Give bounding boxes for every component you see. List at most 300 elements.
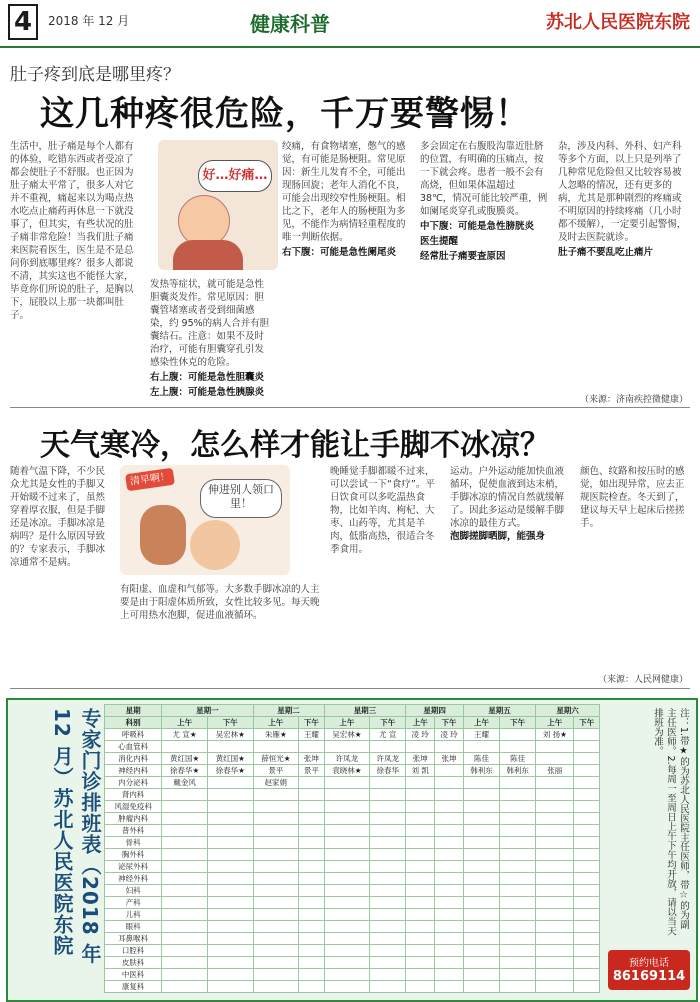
page-header (0, 0, 700, 48)
table-cell (370, 813, 406, 825)
table-cell (299, 945, 324, 957)
table-cell (162, 813, 208, 825)
table-cell: 内分泌科 (105, 777, 162, 789)
table-cell (574, 837, 600, 849)
table-cell (370, 897, 406, 909)
table-cell: 尤 宣 (370, 729, 406, 741)
table-cell (299, 825, 324, 837)
table-cell: 景平 (253, 765, 299, 777)
table-cell (435, 837, 464, 849)
table-cell: 上午 (406, 717, 435, 729)
table-cell (406, 957, 435, 969)
table-cell (324, 849, 370, 861)
table-cell (406, 837, 435, 849)
table-cell (299, 861, 324, 873)
table-cell (207, 813, 253, 825)
table-cell (324, 873, 370, 885)
table-cell: 刘 凯 (406, 765, 435, 777)
table-cell (324, 837, 370, 849)
table-cell (406, 849, 435, 861)
schedule-table (104, 704, 600, 993)
table-cell (207, 957, 253, 969)
table-cell: 朱雁★ (253, 729, 299, 741)
table-cell: 肿瘤内科 (105, 813, 162, 825)
table-cell (500, 837, 536, 849)
table-cell: 星期二 (253, 705, 324, 717)
table-cell (500, 729, 536, 741)
column-title: 健康科普 (250, 12, 330, 36)
subhead-check-cause: 经常肚子痛要查原因 (420, 251, 506, 262)
table-cell (162, 789, 208, 801)
table-cell (299, 981, 324, 993)
table-cell (500, 777, 536, 789)
table-cell (536, 921, 574, 933)
table-row (105, 741, 600, 753)
table-cell (406, 861, 435, 873)
article2-col5: 颜色、纹路和按压时的感觉，如出现异常，应去正规医院检查。冬天到了，建议每天早上起床后搓搓手。 (580, 466, 685, 529)
table-cell (463, 969, 499, 981)
table-cell (253, 897, 299, 909)
table-cell (574, 801, 600, 813)
paper-name: 苏北人民医院东院 (546, 12, 690, 33)
article1-source: （来源：济南疾控微健康） (579, 395, 688, 405)
table-cell: 产科 (105, 897, 162, 909)
table-cell (406, 777, 435, 789)
table-cell: 肾内科 (105, 789, 162, 801)
table-cell (536, 789, 574, 801)
table-cell (500, 885, 536, 897)
table-cell: 徐春华★ (207, 765, 253, 777)
issue-date: 2018 年 12 月 (48, 14, 130, 28)
table-row (105, 729, 600, 741)
table-cell (324, 813, 370, 825)
table-cell (435, 789, 464, 801)
table-cell: 许凤龙 (324, 753, 370, 765)
table-cell (207, 849, 253, 861)
table-cell (370, 777, 406, 789)
table-cell: 胸外科 (105, 849, 162, 861)
table-cell (324, 945, 370, 957)
table-cell: 上午 (162, 717, 208, 729)
table-cell (253, 909, 299, 921)
table-cell (207, 945, 253, 957)
table-cell: 耳鼻喉科 (105, 933, 162, 945)
table-cell (207, 897, 253, 909)
table-cell: 王耀 (299, 729, 324, 741)
article1-body (10, 140, 690, 398)
table-cell: 王耀 (463, 729, 499, 741)
table-cell: 康复科 (105, 981, 162, 993)
table-cell (463, 957, 499, 969)
table-cell: 下午 (207, 717, 253, 729)
table-cell (536, 969, 574, 981)
article2-source: （来源：人民网健康） (597, 675, 688, 685)
subhead-right-upper: 右上腹：可能是急性胆囊炎 (150, 372, 265, 383)
table-cell (162, 921, 208, 933)
table-cell (299, 969, 324, 981)
table-cell: 下午 (299, 717, 324, 729)
table-cell (536, 861, 574, 873)
table-cell: 下午 (435, 717, 464, 729)
table-cell (253, 849, 299, 861)
article2-col4: 运动。户外运动能加快血液循环，促使血液到达末梢，手脚冰凉的情况自然就缓解了。因此多运动是缓解手脚冰凉的最佳方式。 (450, 466, 565, 529)
table-cell (463, 909, 499, 921)
table-cell (536, 873, 574, 885)
table-cell (406, 945, 435, 957)
table-cell: 吴宏林★ (207, 729, 253, 741)
article1-kicker: 肚子疼到底是哪里疼？ (10, 65, 180, 85)
table-cell: 凌 玲 (406, 729, 435, 741)
table-cell (435, 801, 464, 813)
table-cell (370, 849, 406, 861)
clinic-schedule (6, 698, 698, 1002)
table-cell (536, 945, 574, 957)
article2-col3: 晚睡觉手脚都暖不过来，可以尝试一下“食疗”。平日饮食可以多吃温热食物，比如羊肉、枸杞、大枣、山药等，尤其是羊肉，低脂高热，很适合冬季食用。 (330, 466, 435, 555)
table-cell: 张坤 (406, 753, 435, 765)
table-cell: 神经外科 (105, 873, 162, 885)
table-cell (574, 909, 600, 921)
phone-label: 预约电话 (629, 958, 669, 969)
table-cell (299, 789, 324, 801)
table-cell (324, 825, 370, 837)
table-cell: 中医科 (105, 969, 162, 981)
table-cell (435, 909, 464, 921)
table-cell (435, 813, 464, 825)
divider (10, 407, 690, 408)
table-cell: 皮肤科 (105, 957, 162, 969)
table-cell (253, 741, 299, 753)
table-cell (574, 813, 600, 825)
table-cell (435, 969, 464, 981)
table-cell (406, 813, 435, 825)
table-cell (536, 801, 574, 813)
table-cell (574, 789, 600, 801)
table-cell (162, 741, 208, 753)
table-cell (406, 969, 435, 981)
table-cell (435, 945, 464, 957)
table-row (105, 945, 600, 957)
table-cell: 下午 (574, 717, 600, 729)
table-cell (370, 873, 406, 885)
subhead-footbath: 泡脚搓脚晒脚，能强身 (450, 531, 546, 542)
table-cell: 张丽 (536, 765, 574, 777)
speech-bubble: 好…好痛… (198, 160, 272, 192)
table-cell (253, 861, 299, 873)
table-row (105, 957, 600, 969)
table-cell (574, 981, 600, 993)
table-cell (500, 813, 536, 825)
table-cell (370, 825, 406, 837)
table-cell: 星期四 (406, 705, 464, 717)
table-cell (435, 885, 464, 897)
table-cell: 徐春华 (370, 765, 406, 777)
article1-title: 这几种疼很危险，千万要警惕！ (40, 94, 530, 134)
table-cell: 星期三 (324, 705, 406, 717)
table-cell (324, 861, 370, 873)
table-cell (435, 873, 464, 885)
table-row (105, 921, 600, 933)
table-cell (435, 933, 464, 945)
table-cell: 消化内科 (105, 753, 162, 765)
table-cell (370, 885, 406, 897)
table-cell (536, 957, 574, 969)
article1-col5: 杂，涉及内科、外科、妇产科等多个方面，以上只是列举了几种常见危险但又比较容易被人忽略的情况，还有更多的病，尤其是那种剧烈的疼痛或不明原因的持续疼痛（几小时都不缓解），一定要引起警惕，及时去医院就诊。 (558, 141, 687, 243)
table-cell (574, 849, 600, 861)
table-cell: 张坤 (299, 753, 324, 765)
table-cell (370, 921, 406, 933)
table-cell (162, 825, 208, 837)
table-cell: 上午 (253, 717, 299, 729)
table-cell: 神经内科 (105, 765, 162, 777)
table-cell (463, 813, 499, 825)
subhead-doctor-reminder: 医生提醒 (420, 236, 459, 247)
table-cell (463, 873, 499, 885)
cold-hands-illustration (120, 465, 290, 575)
table-cell: 景平 (299, 765, 324, 777)
table-cell (536, 837, 574, 849)
table-cell (500, 873, 536, 885)
table-cell (463, 801, 499, 813)
table-cell (370, 837, 406, 849)
table-cell (207, 909, 253, 921)
table-row (105, 873, 600, 885)
table-cell (435, 825, 464, 837)
table-cell (574, 933, 600, 945)
table-cell: 星期六 (536, 705, 600, 717)
table-row (105, 765, 600, 777)
table-cell: 眼科 (105, 921, 162, 933)
phone-number: 86169114 (612, 969, 686, 984)
table-cell (324, 933, 370, 945)
table-cell: 星期一 (162, 705, 253, 717)
table-cell (162, 969, 208, 981)
table-cell (536, 885, 574, 897)
table-cell (574, 753, 600, 765)
table-cell (253, 813, 299, 825)
table-cell (500, 909, 536, 921)
page-number: 4 (8, 4, 38, 40)
article1-col3: 绞痛，有食物堵塞，憋气的感觉，有可能是肠梗阻。常见原因：新生儿发育不全，可能出现肠回旋；老年人消化不良，可能会出现绞窄性肠梗阻。相比之下，老年人的肠梗阻为多见，不能作为病情轻重程度的唯一判断依据。 (282, 141, 406, 243)
table-cell: 星期五 (463, 705, 535, 717)
table-cell (406, 825, 435, 837)
table-cell (536, 897, 574, 909)
table-cell: 许凤龙 (370, 753, 406, 765)
table-row (105, 705, 600, 717)
divider (10, 688, 690, 689)
table-cell (299, 837, 324, 849)
table-cell (500, 957, 536, 969)
table-cell (253, 921, 299, 933)
schedule-title: 专家门诊排班表（2018 年 12 月）苏北人民医院东院 (50, 708, 102, 965)
table-cell (162, 981, 208, 993)
table-cell (406, 789, 435, 801)
table-cell (574, 969, 600, 981)
table-cell (324, 921, 370, 933)
article2-body (10, 465, 690, 685)
table-cell (324, 885, 370, 897)
table-cell (463, 777, 499, 789)
table-cell (536, 777, 574, 789)
table-cell (207, 981, 253, 993)
table-cell (324, 801, 370, 813)
table-cell (207, 933, 253, 945)
table-cell (299, 957, 324, 969)
table-cell (406, 801, 435, 813)
speech-bubble-2: 伸进别人领口里！ (200, 479, 282, 518)
table-cell (406, 933, 435, 945)
booking-phone (608, 950, 690, 990)
table-cell: 下午 (500, 717, 536, 729)
table-cell (207, 777, 253, 789)
table-cell: 科别 (105, 717, 162, 729)
badge-label: 清早啊！ (125, 468, 175, 492)
table-cell (435, 981, 464, 993)
table-cell: 上午 (463, 717, 499, 729)
table-cell (299, 897, 324, 909)
table-cell (574, 825, 600, 837)
table-cell (253, 981, 299, 993)
table-cell (463, 885, 499, 897)
table-cell (162, 957, 208, 969)
table-cell (162, 885, 208, 897)
table-row (105, 909, 600, 921)
table-cell (253, 957, 299, 969)
table-cell: 黄红国★ (207, 753, 253, 765)
table-cell (324, 957, 370, 969)
table-cell (406, 741, 435, 753)
table-cell (370, 909, 406, 921)
table-cell (500, 741, 536, 753)
table-cell (253, 837, 299, 849)
table-cell (253, 933, 299, 945)
table-cell (500, 981, 536, 993)
table-cell (406, 921, 435, 933)
table-row (105, 981, 600, 993)
table-cell: 骨科 (105, 837, 162, 849)
table-row (105, 717, 600, 729)
table-cell (370, 945, 406, 957)
table-cell (253, 825, 299, 837)
table-cell (536, 741, 574, 753)
table-cell (162, 897, 208, 909)
table-row (105, 789, 600, 801)
table-cell (536, 813, 574, 825)
table-cell: 吴宏林★ (324, 729, 370, 741)
table-cell: 星期 (105, 705, 162, 717)
table-cell (299, 813, 324, 825)
table-cell (207, 825, 253, 837)
table-cell (207, 921, 253, 933)
table-cell (574, 861, 600, 873)
table-cell (299, 933, 324, 945)
table-cell (253, 885, 299, 897)
table-cell (162, 933, 208, 945)
table-cell (207, 789, 253, 801)
table-cell: 下午 (370, 717, 406, 729)
table-cell: 上午 (324, 717, 370, 729)
table-cell: 徐春华★ (162, 765, 208, 777)
table-cell (536, 849, 574, 861)
table-cell (536, 825, 574, 837)
table-cell (162, 801, 208, 813)
table-cell: 黄红国★ (162, 753, 208, 765)
table-cell: 韩利东 (500, 765, 536, 777)
table-cell (299, 885, 324, 897)
table-cell (207, 969, 253, 981)
table-row (105, 933, 600, 945)
article2-col2: 有阳虚、血虚和气郁等。大多数手脚冰凉的人主要是由于阳虚体质所致，女性比较多见。每天晚上可用热水泡脚，促进血液循环。 (120, 584, 320, 621)
table-row (105, 897, 600, 909)
table-row (105, 969, 600, 981)
article1-col1: 生活中，肚子痛是每个人都有的体验，吃错东西或者受凉了都会使肚子不舒服。也正因为肚子痛太平常了，很多人对它并不重视，痛起来以为喝点热水吃点止痛药再休息一下就没事了，但其实，有些状况的肚子痛非常危险！当我们肚子痛来医院看医生，医生是不是总问你到底哪里疼？很多人都说不清，其实这也不能怪大家，毕竟你们所说的肚子，是胸以下，屁股以上那一块都叫肚子。 (10, 141, 134, 321)
table-cell: 凌 玲 (435, 729, 464, 741)
table-row (105, 885, 600, 897)
table-cell (500, 801, 536, 813)
table-cell (536, 933, 574, 945)
subhead-mid-lower: 中下腹：可能是急性膀胱炎 (420, 221, 535, 232)
table-cell (299, 849, 324, 861)
table-cell: 口腔科 (105, 945, 162, 957)
table-row (105, 777, 600, 789)
table-cell (435, 897, 464, 909)
table-cell (435, 777, 464, 789)
table-row (105, 801, 600, 813)
table-cell: 普外科 (105, 825, 162, 837)
table-cell: 陈佳 (500, 753, 536, 765)
table-cell (406, 885, 435, 897)
table-cell (370, 789, 406, 801)
table-cell (500, 969, 536, 981)
table-row (105, 813, 600, 825)
table-cell (574, 945, 600, 957)
table-cell (435, 861, 464, 873)
table-cell: 上午 (536, 717, 574, 729)
table-cell: 薛恒光★ (253, 753, 299, 765)
article2-col1: 随着气温下降，不少民众尤其是女性的手脚又开始暖不过来了，虽然穿着厚衣服，但是手脚还是冰凉。手脚冰凉是病吗？是什么原因导致的？专家表示，手脚冰凉通常不是病。 (10, 466, 106, 568)
table-cell (324, 969, 370, 981)
table-cell (299, 777, 324, 789)
table-cell (500, 861, 536, 873)
table-cell (574, 729, 600, 741)
table-cell (500, 933, 536, 945)
stomachache-illustration (158, 140, 278, 270)
table-cell: 戴金风 (162, 777, 208, 789)
table-cell (574, 873, 600, 885)
table-cell (574, 885, 600, 897)
table-cell (500, 945, 536, 957)
table-cell (162, 873, 208, 885)
table-cell (207, 861, 253, 873)
table-cell (463, 933, 499, 945)
table-cell (435, 921, 464, 933)
table-cell (463, 741, 499, 753)
table-cell (574, 741, 600, 753)
table-cell (299, 801, 324, 813)
table-cell (370, 861, 406, 873)
table-row (105, 861, 600, 873)
table-cell (463, 825, 499, 837)
table-cell (299, 909, 324, 921)
table-cell (435, 765, 464, 777)
table-cell (299, 921, 324, 933)
table-cell: 妇科 (105, 885, 162, 897)
table-cell (324, 981, 370, 993)
table-cell (500, 825, 536, 837)
table-cell (207, 873, 253, 885)
table-cell (324, 789, 370, 801)
table-cell (463, 849, 499, 861)
table-cell (406, 873, 435, 885)
